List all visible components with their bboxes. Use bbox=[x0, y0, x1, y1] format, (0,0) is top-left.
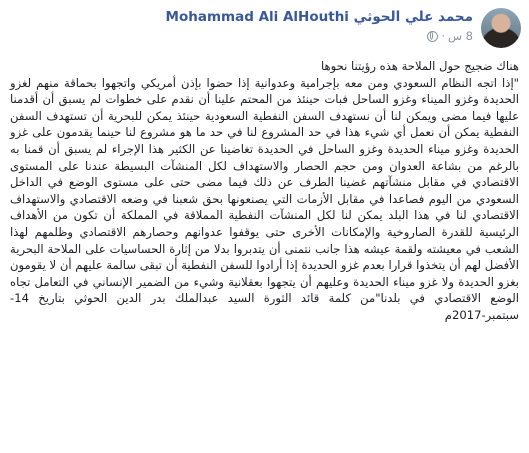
author-name[interactable] bbox=[166, 9, 473, 25]
post-timestamp[interactable]: 8 س bbox=[447, 29, 473, 43]
post-meta bbox=[427, 29, 473, 43]
globe-icon[interactable] bbox=[427, 31, 438, 42]
author-name-latin[interactable]: Mohammad Ali AlHouthi bbox=[165, 9, 349, 25]
separator-dot: · bbox=[441, 29, 445, 43]
post-body bbox=[10, 58, 519, 324]
post-paragraph-intro: هناك ضجيج حول الملاحة هذه رؤيتنا نحوها bbox=[320, 59, 519, 73]
author-name-arabic[interactable]: محمد علي الحوثي bbox=[353, 9, 473, 25]
post-paragraph-quote: "إذا اتجه النظام السعودي ومن معه بإجرامية وعدوانية إذا حضوا بإذن أمريكي واتجهوا بحماقة منهم لغزو الحديدة وغزو الميناء وغزو الساحل فبات حينئذ من المحتم علينا أن نقدم على خطوات لم يسبق أن أقدمنا عليها فيما مضى ويمكن لنا أن نستهدف السفن النفطية السعودية حينئذ يمكن للبحرية أن تستهدف السفن النفطية يمكن أن نعمل أي شيء هذا في حد المشروع لنا في حد ما هو مشروع لنا حينما يقدمون على غزو الحديدة وغزو ميناء الحديدة وغزو الساحل في الحديدة تغاضينا عن الكثير هذا الإجراء لم يسبق أن قمنا به بالرغم من بشاعة العدوان ومن حجم الحصار والاستهداف لكل المنشآت البسيطة عندنا على المستوى الاقتصادي في مقابل منشآتهم غضينا الطرف عن ذلك فيما مضى حتى على مستوى الوضع في الداخل السعودي من اليوم فصاعدا في مقابل الأزمات التي يصنعونها بحق شعبنا في وضعه الاقتصادي والاستهداف الاقتصادي لنا في هذا البلد يمكن لنا لكل المنشآت النفطية المملاقة في المملكة أن تكون من الأهداف الرئيسية للقدرة الصاروخية والإمكانات الأخرى حتى يوقفوا عدوانهم وحصارهم الاقتصادي وظلمهم لهذا الشعب في معيشته ولقمة عيشه هذا جانب نتمنى أن يتدبروا بدلا من إثارة الحساسيات على الملاحة البحرية الأفضل لهم أن يتخذوا قرارا بعدم غزو الحديدة إذا أرادوا للسفن النفطية أن تبقى سالمة عليهم أن لا يقومون بغزو الحديدة ولا غزو ميناء الحديدة وعليهم أن يتجهوا بعقلانية وشيء من الضمير الإنساني في التعامل تجاه الوضع الاقتصادي في بلدنا"من كلمة قائد الثورة السيد عبدالملك بدر الدين الحوثي بتاريخ 14-سبتمبر-2017م bbox=[10, 75, 519, 322]
author-avatar[interactable] bbox=[481, 8, 521, 48]
